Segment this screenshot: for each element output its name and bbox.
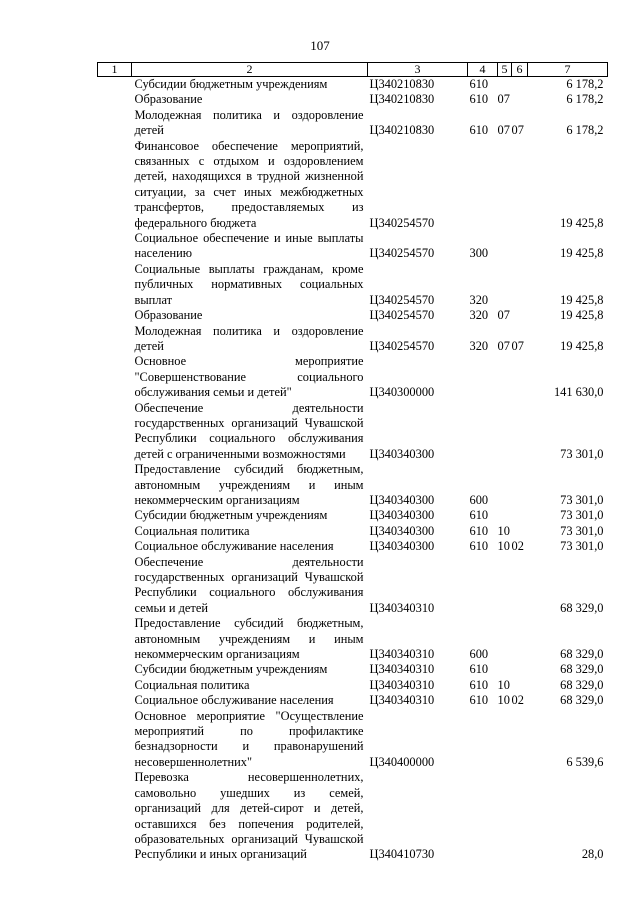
row-section: 07 — [497, 92, 510, 107]
table-row — [98, 354, 608, 400]
row-expense-type: 610 — [469, 123, 489, 138]
row-name: Образование — [134, 308, 203, 323]
row-subsection: 07 — [511, 123, 524, 138]
row-section — [498, 139, 512, 231]
table-row — [98, 92, 608, 107]
table-row — [98, 139, 608, 231]
row-name: Субсидии бюджетным учреждениям — [134, 508, 328, 523]
table-row — [98, 262, 608, 308]
row-blank-cell — [98, 262, 132, 308]
row-section: 10 — [497, 693, 510, 708]
budget-table — [97, 62, 608, 863]
row-name: Молодежная политика и оздоровление детей — [134, 323, 364, 353]
row-blank-cell — [98, 709, 132, 771]
row-section — [498, 401, 512, 463]
row-blank-cell — [98, 616, 132, 662]
row-name: Субсидии бюджетным учреждениям — [134, 662, 328, 677]
row-name: Социальное обслуживание населения — [134, 539, 334, 554]
row-subsection — [512, 678, 528, 693]
row-blank-cell — [98, 77, 132, 93]
row-amount: 68 329,0 — [560, 647, 604, 662]
table-body — [98, 77, 608, 863]
row-target-code: Ц340340310 — [369, 647, 435, 662]
row-amount: 73 301,0 — [560, 508, 604, 523]
row-subsection — [512, 524, 528, 539]
row-name: Основное мероприятие "Совершенствование социального обслуживания семьи и детей" — [134, 354, 364, 400]
row-expense-type: 320 — [469, 308, 489, 323]
row-subsection — [512, 139, 528, 231]
table-row — [98, 616, 608, 662]
column-header-7: 7 — [528, 63, 608, 77]
table-row — [98, 324, 608, 355]
row-section — [498, 77, 512, 93]
row-subsection: 02 — [511, 693, 524, 708]
row-name: Обеспечение деятельности государственных организаций Чувашской Республики социального обслуживания семьи и детей — [134, 554, 364, 615]
row-amount: 6 539,6 — [566, 754, 604, 769]
row-expense-type: 320 — [469, 338, 489, 353]
row-amount: 19 425,8 — [560, 338, 604, 353]
row-subsection — [512, 616, 528, 662]
table-row — [98, 709, 608, 771]
row-name: Социальное обеспечение и иные выплаты населению — [134, 231, 364, 261]
row-blank-cell — [98, 139, 132, 231]
row-blank-cell — [98, 354, 132, 400]
row-amount: 68 329,0 — [560, 662, 604, 677]
row-name: Предоставление субсидий бюджетным, автономным учреждениям и иным некоммерческим организациям — [134, 616, 364, 662]
row-name: Социальная политика — [134, 523, 250, 538]
table-row — [98, 555, 608, 617]
row-section — [498, 231, 512, 262]
row-amount: 73 301,0 — [560, 492, 604, 507]
row-blank-cell — [98, 539, 132, 554]
row-name: Обеспечение деятельности государственных организаций Чувашской Республики социального обслуживания детей с ограниченными возможностями — [134, 400, 364, 461]
row-blank-cell — [98, 693, 132, 708]
row-amount: 141 630,0 — [553, 385, 604, 400]
row-subsection — [512, 662, 528, 677]
row-section: 10 — [497, 677, 510, 692]
row-name: Социальные выплаты гражданам, кроме публичных нормативных социальных выплат — [134, 261, 364, 307]
row-amount: 68 329,0 — [560, 600, 604, 615]
row-name: Субсидии бюджетным учреждениям — [134, 77, 328, 91]
row-expense-type — [468, 555, 498, 617]
row-target-code: Ц340340310 — [369, 600, 435, 615]
row-section — [498, 709, 512, 771]
row-target-code: Ц340254570 — [369, 246, 435, 261]
row-subsection: 07 — [511, 338, 524, 353]
row-target-code: Ц340254570 — [369, 338, 435, 353]
table-row — [98, 539, 608, 554]
row-target-code: Ц340340300 — [369, 446, 435, 461]
row-section — [498, 662, 512, 677]
row-expense-type: 610 — [469, 523, 489, 538]
table-row — [98, 462, 608, 508]
row-expense-type: 320 — [469, 292, 489, 307]
row-target-code: Ц340210830 — [369, 77, 435, 91]
row-name: Предоставление субсидий бюджетным, автономным учреждениям и иным некоммерческим организациям — [134, 462, 364, 507]
row-amount: 6 178,2 — [566, 77, 604, 91]
row-amount: 73 301,0 — [560, 446, 604, 461]
row-subsection — [512, 92, 528, 107]
row-section: 10 — [497, 539, 510, 554]
row-section: 10 — [497, 523, 510, 538]
row-blank-cell — [98, 678, 132, 693]
row-section — [498, 508, 512, 523]
table-row — [98, 662, 608, 677]
row-target-code: Ц340300000 — [369, 385, 435, 400]
row-target-code: Ц340340310 — [369, 693, 435, 708]
row-subsection: 02 — [511, 539, 524, 554]
row-expense-type: 610 — [469, 508, 489, 523]
row-expense-type: 610 — [469, 92, 489, 107]
column-header-2: 2 — [132, 63, 368, 77]
row-target-code: Ц340210830 — [369, 92, 435, 107]
row-subsection — [512, 77, 528, 93]
table-row — [98, 308, 608, 323]
row-blank-cell — [98, 508, 132, 523]
row-expense-type: 600 — [469, 647, 489, 662]
row-blank-cell — [98, 555, 132, 617]
row-amount: 73 301,0 — [560, 523, 604, 538]
row-amount: 73 301,0 — [560, 539, 604, 554]
row-target-code: Ц340340300 — [369, 539, 435, 554]
column-header-3: 3 — [368, 63, 468, 77]
row-amount: 68 329,0 — [560, 693, 604, 708]
row-blank-cell — [98, 108, 132, 139]
row-expense-type: 610 — [469, 77, 489, 91]
row-subsection — [512, 231, 528, 262]
row-blank-cell — [98, 324, 132, 355]
column-header-1: 1 — [98, 63, 132, 77]
row-name: Перевозка несовершеннолетних, самовольно ушедших из семей, организаций для детей-сирот и детей, оставшихся без попечения родителей, образовательных организаций Чувашской Республики и иных организаций — [134, 770, 364, 862]
row-section — [498, 354, 512, 400]
row-section — [498, 462, 512, 508]
column-header-5: 5 — [498, 63, 512, 77]
row-section: 07 — [497, 308, 510, 323]
row-amount: 6 178,2 — [566, 123, 604, 138]
row-subsection — [512, 508, 528, 523]
row-blank-cell — [98, 662, 132, 677]
row-blank-cell — [98, 92, 132, 107]
row-subsection — [512, 401, 528, 463]
row-target-code: Ц340400000 — [369, 754, 435, 769]
row-target-code: Ц340410730 — [369, 847, 435, 862]
row-amount: 28,0 — [581, 847, 604, 862]
page-number: 107 — [310, 38, 330, 53]
table-row — [98, 524, 608, 539]
row-subsection — [512, 770, 528, 862]
row-subsection — [512, 262, 528, 308]
row-expense-type: 610 — [469, 693, 489, 708]
row-name: Молодежная политика и оздоровление детей — [134, 107, 364, 138]
row-amount: 19 425,8 — [560, 308, 604, 323]
row-target-code: Ц340340300 — [369, 508, 435, 523]
column-header-6: 6 — [512, 63, 528, 77]
row-expense-type — [468, 401, 498, 463]
row-expense-type — [468, 139, 498, 231]
row-subsection — [512, 354, 528, 400]
row-expense-type — [468, 709, 498, 771]
row-section: 07 — [497, 338, 510, 353]
row-section — [498, 262, 512, 308]
table-row — [98, 693, 608, 708]
table-row — [98, 231, 608, 262]
row-subsection — [512, 709, 528, 771]
table-row — [98, 108, 608, 139]
row-target-code: Ц340340300 — [369, 492, 435, 507]
row-expense-type: 300 — [469, 246, 489, 261]
row-blank-cell — [98, 770, 132, 862]
row-expense-type — [468, 354, 498, 400]
table-row — [98, 77, 608, 93]
row-name: Образование — [134, 92, 203, 107]
row-target-code: Ц340210830 — [369, 123, 435, 138]
table-row — [98, 770, 608, 862]
row-name: Социальная политика — [134, 677, 250, 692]
row-target-code: Ц340254570 — [369, 292, 435, 307]
row-blank-cell — [98, 524, 132, 539]
row-expense-type — [468, 770, 498, 862]
row-blank-cell — [98, 462, 132, 508]
column-header-4: 4 — [468, 63, 498, 77]
header-row — [98, 63, 608, 77]
table-row — [98, 508, 608, 523]
row-name: Социальное обслуживание населения — [134, 693, 334, 708]
row-section — [498, 616, 512, 662]
table-row — [98, 678, 608, 693]
row-blank-cell — [98, 308, 132, 323]
row-subsection — [512, 308, 528, 323]
row-section: 07 — [497, 123, 510, 138]
row-name: Основное мероприятие "Осуществление мероприятий по профилактике безнадзорности и правонарушений несовершеннолетних" — [134, 708, 364, 769]
row-expense-type: 610 — [469, 662, 489, 677]
table-row — [98, 401, 608, 463]
row-target-code: Ц340340310 — [369, 677, 435, 692]
row-amount: 19 425,8 — [560, 246, 604, 261]
row-name: Финансовое обеспечение мероприятий, связанных с отдыхом и оздоровлением детей, находящихся в трудной жизненной ситуации, за счет иных межбюджетных трансфертов, предоставляемых из федерального бюджета — [134, 138, 364, 230]
row-expense-type: 610 — [469, 539, 489, 554]
row-amount: 19 425,8 — [560, 292, 604, 307]
row-section — [498, 770, 512, 862]
row-expense-type: 600 — [469, 492, 489, 507]
row-blank-cell — [98, 231, 132, 262]
row-subsection — [512, 462, 528, 508]
row-amount: 68 329,0 — [560, 677, 604, 692]
row-expense-type: 610 — [469, 677, 489, 692]
row-subsection — [512, 555, 528, 617]
row-blank-cell — [98, 401, 132, 463]
row-target-code: Ц340254570 — [369, 215, 435, 230]
row-amount: 6 178,2 — [566, 92, 604, 107]
row-section — [498, 555, 512, 617]
row-target-code: Ц340340310 — [369, 662, 435, 677]
row-target-code: Ц340254570 — [369, 308, 435, 323]
row-target-code: Ц340340300 — [369, 523, 435, 538]
row-amount: 19 425,8 — [560, 215, 604, 230]
